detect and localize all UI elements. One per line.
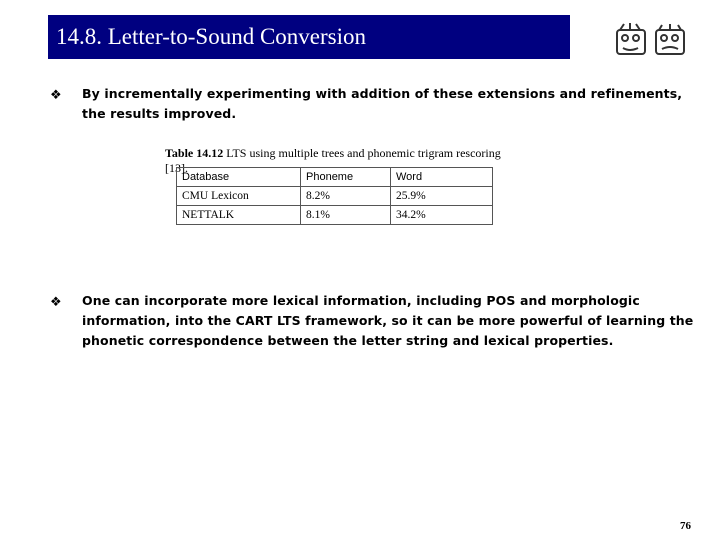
table-header-cell: Phoneme bbox=[301, 168, 391, 187]
table-header-cell: Word bbox=[391, 168, 493, 187]
diamond-bullet-icon: ❖ bbox=[50, 88, 62, 103]
bullet-text-2: One can incorporate more lexical information, including POS and morphologic information, into the CART LTS framework, so it can be more powerful of learning the phonetic correspondence between the letter string and lexical properties. bbox=[82, 293, 694, 348]
lts-results-table bbox=[176, 167, 493, 225]
two-faces-logo-icon bbox=[614, 22, 692, 58]
table-caption-text: LTS using multiple trees and phonemic trigram rescoring [13]. bbox=[165, 146, 501, 175]
table-cell: 8.2% bbox=[301, 187, 391, 206]
table-header-cell: Database bbox=[177, 168, 301, 187]
page-number: 76 bbox=[680, 520, 691, 532]
bullet-text-1: By incrementally experimenting with addition of these extensions and refinements, the results improved. bbox=[82, 86, 683, 121]
table-cell: 8.1% bbox=[301, 206, 391, 225]
diamond-bullet-icon: ❖ bbox=[50, 295, 62, 310]
slide-title: 14.8. Letter-to-Sound Conversion bbox=[56, 24, 366, 49]
table-row bbox=[177, 187, 493, 206]
table-cell: 25.9% bbox=[391, 187, 493, 206]
slide-title-bar bbox=[48, 15, 570, 59]
table-cell: CMU Lexicon bbox=[177, 187, 301, 206]
table-cell: NETTALK bbox=[177, 206, 301, 225]
table-cell: 34.2% bbox=[391, 206, 493, 225]
table-caption-number: Table 14.12 bbox=[165, 146, 224, 160]
table-header-row bbox=[177, 168, 493, 187]
table-row bbox=[177, 206, 493, 225]
